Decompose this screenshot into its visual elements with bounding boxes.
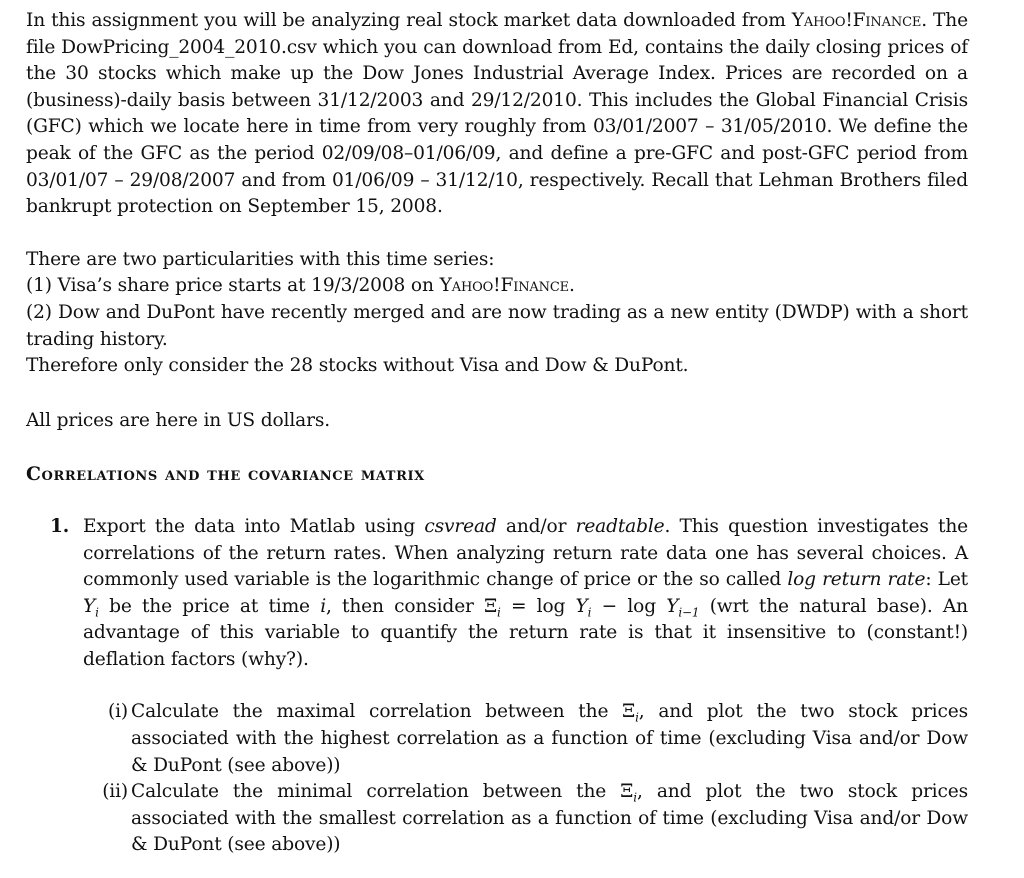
defined-term: log return rate (787, 569, 926, 591)
function-name: csvread (424, 515, 497, 537)
currency-note: All prices are here in US dollars. (26, 409, 330, 431)
data-source-name: Yahoo!Finance (439, 275, 570, 297)
question-number: 1. (50, 515, 70, 537)
particularity-item-2: (2) Dow and DuPont have recently merged and are now trading as a new entity (DWDP) with a short trading history. (26, 301, 968, 350)
intro-text-start: In this assignment you will be analyzing real stock market data downloaded from (26, 10, 792, 31)
sub-question-ii: (ii) Calculate the minimal correlation between the $\Xi_i$, and plot the two stock prices associated with the smallest correlation as a function of time (excluding Visa and/or Dow & DuPont (see above)) (26, 779, 968, 859)
intro-paragraph (26, 8, 968, 221)
sub-question-label: (ii) (102, 781, 128, 803)
particularities-conclusion: Therefore only consider the 28 stocks without Visa and Dow & DuPont. (26, 355, 689, 377)
sub-question-i: (i) Calculate the maximal correlation between the $\Xi_i$, and plot the two stock prices associated with the highest correlation as a function of time (excluding Visa and/or Dow & DuPont (see above)) (26, 699, 968, 779)
section-heading: Correlations and the covariance matrix (26, 463, 425, 486)
sub-question-label: (i) (107, 701, 128, 723)
intro-text-rest: . The file DowPricing_2004_2010.csv which you can download from Ed, contains the daily closing prices of the 30 stocks which make up the Dow Jones Industrial Average Index. Prices are recorded on a (business)-daily basis between 31/12/2003 and 29/12/2010. This includes the Global Financial Crisis (GFC) which we locate here in time from very roughly from 03/01/2007 – 31/05/2010. We define the peak of the GFC as the period 02/09/08–01/06/09, and define a pre-GFC and post-GFC period from 03/01/07 – 29/08/2007 and from 01/06/09 – 31/12/10, respectively. Recall that Lehman Brothers filed bankrupt protection on September 15, 2008. (26, 10, 968, 218)
particularities-intro: There are two particularities with this time series: (26, 248, 495, 270)
function-name: readtable (575, 515, 665, 537)
data-source-name: Yahoo!Finance (791, 10, 922, 31)
xi-symbol: Ξ (622, 701, 636, 723)
xi-symbol: Ξ (620, 781, 634, 803)
particularity-item-1: (1) Visa’s share price starts at 19/3/2008 on Yahoo!Finance. (26, 275, 575, 297)
xi-symbol: Ξ (484, 595, 497, 617)
question-1: 1. Export the data into Matlab using csvread and/or readtable. This question investigates the correlations of the return rates. When analyzing return rate data one has several choices. A commonly used variable is the logarithmic change of price or the so called log return rate: Let $Y_i$ be the price at time i, then consider $\Xi_i = \log Y_i - \log Y_{i-1}$ (wrt the natural base). An advantage of this variable to quantify the return rate is that it insensitive to (constant!) deflation factors (why?). (50, 515, 969, 670)
